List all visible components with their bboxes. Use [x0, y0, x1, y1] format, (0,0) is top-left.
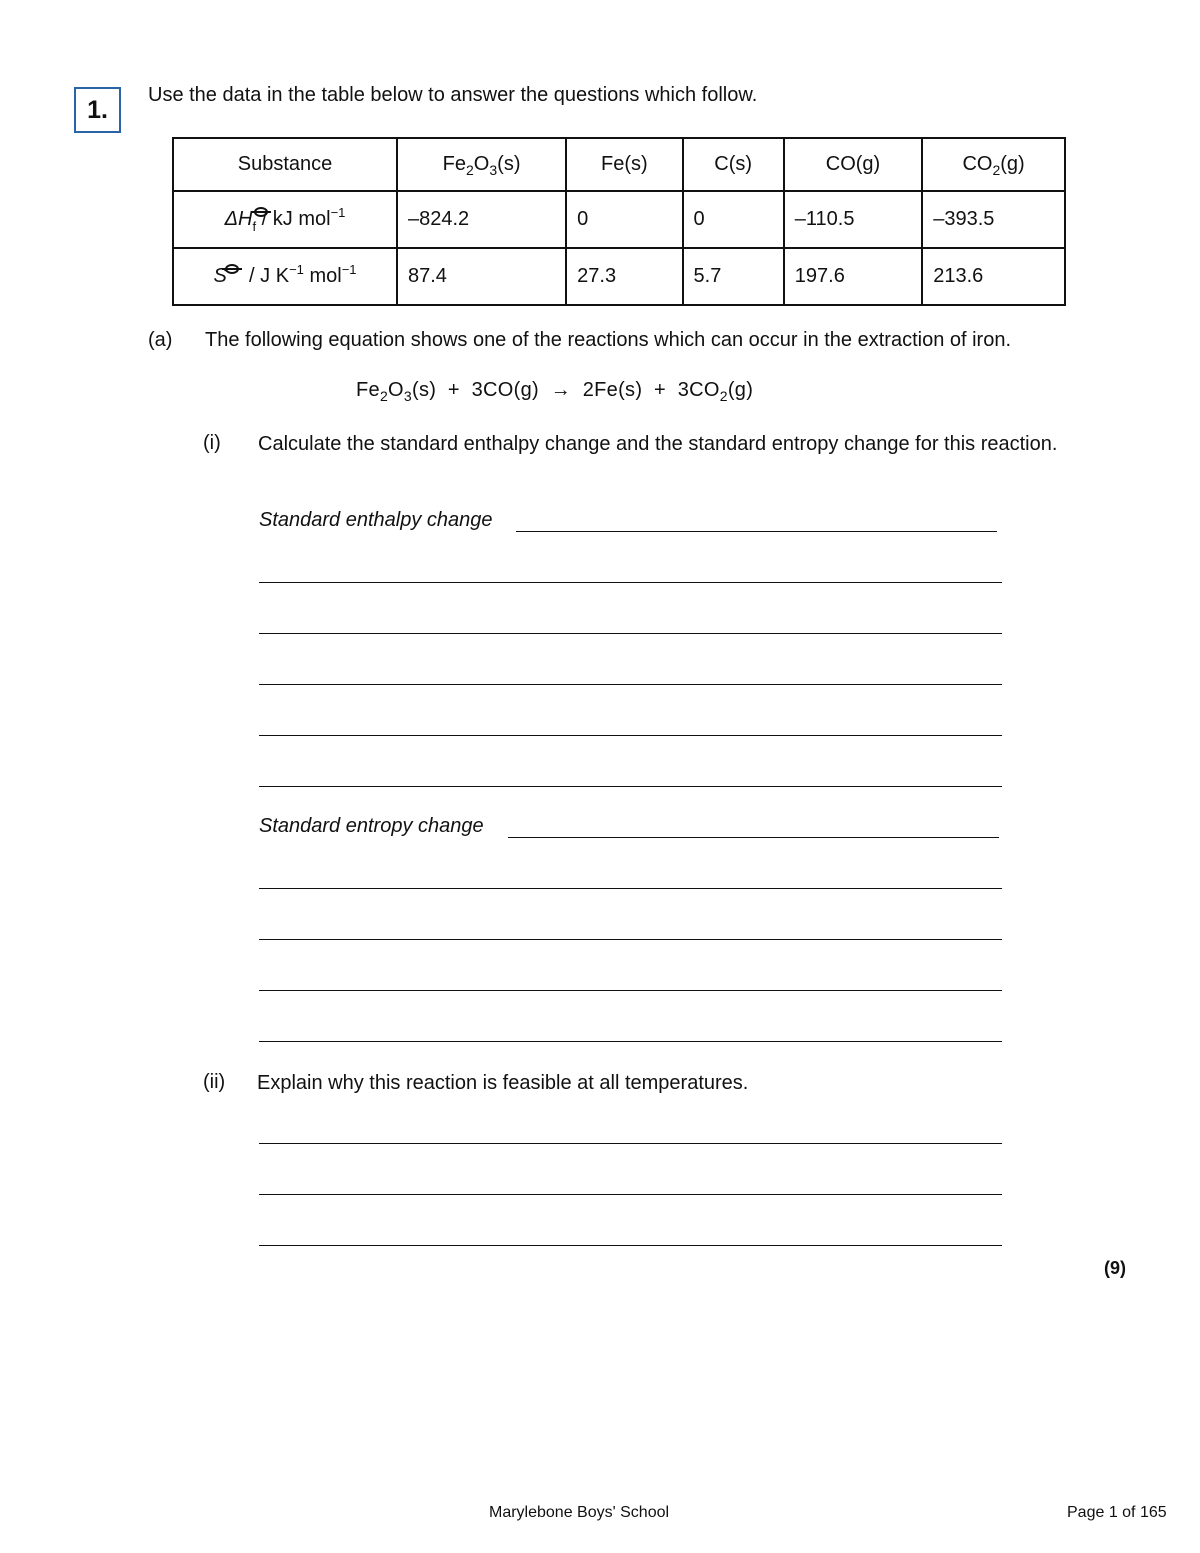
answer-line[interactable] — [259, 684, 1002, 685]
table-header-row — [173, 138, 1065, 191]
table-row-entropy — [173, 248, 1065, 305]
answer-line[interactable] — [259, 1041, 1002, 1042]
footer-school-name: Marylebone Boys' School — [489, 1504, 670, 1521]
part-i-label: (i) — [203, 432, 221, 454]
answer-line[interactable] — [259, 786, 1002, 787]
answer-line[interactable] — [259, 582, 1002, 583]
answer-line[interactable] — [259, 735, 1002, 736]
table-cell: 0 — [683, 191, 784, 248]
table-cell: 0 — [566, 191, 682, 248]
entropy-prompt: Standard entropy change — [259, 815, 484, 837]
entropy-answer-line[interactable] — [508, 837, 999, 838]
enthalpy-answer-line[interactable] — [516, 531, 997, 532]
enthalpy-row-label: $\Delta H_f$ / kJ mol$^{-1}$ — [173, 191, 397, 248]
part-a-text: The following equation shows one of the reactions which can occur in the extraction of iron. — [205, 329, 1012, 351]
part-ii-text: Explain why this reaction is feasible at all temperatures. — [257, 1072, 749, 1094]
table-cell: 27.3 — [566, 248, 682, 305]
thermodynamic-data-table — [172, 137, 1066, 306]
table-row-enthalpy — [173, 191, 1065, 248]
answer-line[interactable] — [259, 1194, 1002, 1195]
answer-line[interactable] — [259, 990, 1002, 991]
answer-line[interactable] — [259, 1245, 1002, 1246]
enthalpy-prompt: Standard enthalpy change — [259, 509, 493, 531]
question-number: 1. — [87, 95, 108, 124]
column-header-c: C(s) — [683, 138, 784, 191]
answer-line[interactable] — [259, 888, 1002, 889]
table-cell: 213.6 — [922, 248, 1065, 305]
table-cell: –110.5 — [784, 191, 922, 248]
column-header-co2: $CO_2(g)$ — [922, 138, 1065, 191]
answer-line[interactable] — [259, 939, 1002, 940]
table-cell: –393.5 — [922, 191, 1065, 248]
substance-header: Substance — [173, 138, 397, 191]
table-cell: 5.7 — [683, 248, 784, 305]
entropy-row-label: S / J $K^{-1}$ mol$^{-1}$ — [173, 248, 397, 305]
footer-page-number: Page 1 of 165 — [1067, 1504, 1167, 1521]
question-intro: Use the data in the table below to answer the questions which follow. — [148, 84, 758, 106]
question-number-box — [74, 87, 121, 133]
reaction-equation: $Fe_2O_3(s) + 3CO(g) \to 2Fe(s) + 3CO_2(g)$ — [356, 379, 754, 404]
column-header-fe2o3: $Fe_2O_3(s)$ — [397, 138, 566, 191]
marks-total: (9) — [1104, 1258, 1126, 1278]
column-header-co: CO(g) — [784, 138, 922, 191]
column-header-fe: Fe(s) — [566, 138, 682, 191]
part-ii-label: (ii) — [203, 1071, 226, 1093]
table-cell: 87.4 — [397, 248, 566, 305]
answer-line[interactable] — [259, 1143, 1002, 1144]
table-cell: –824.2 — [397, 191, 566, 248]
table-cell: 197.6 — [784, 248, 922, 305]
answer-line[interactable] — [259, 633, 1002, 634]
part-a-label: (a) — [148, 329, 173, 351]
part-i-text: Calculate the standard enthalpy change and the standard entropy change for this reaction. — [258, 433, 1058, 455]
